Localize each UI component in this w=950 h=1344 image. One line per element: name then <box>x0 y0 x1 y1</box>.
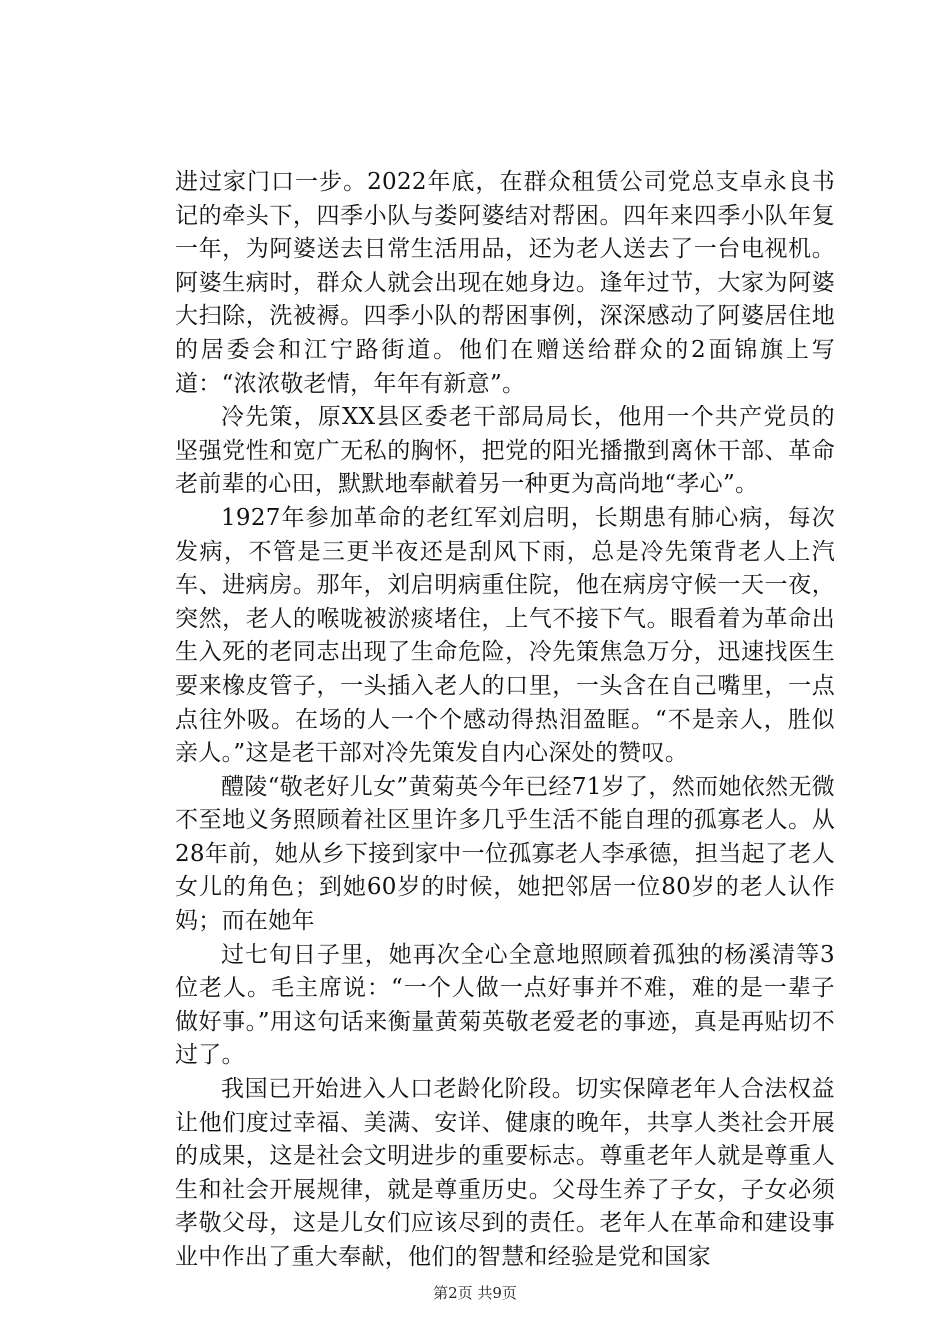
paragraph-1: 进过家门口一步。2022年底，在群众租赁公司党总支卓永良书记的牵头下，四季小队与娄阿婆结对帮困。四年来四季小队年复一年，为阿婆送去日常生活用品，还为老人送去了一台电视机。阿婆生病时，群众人就会出现在她身边。逢年过节，大家为阿婆大扫除，洗被褥。四季小队的帮困事例，深深感动了阿婆居住地的居委会和江宁路街道。他们在赠送给群众的2面锦旗上写道：“浓浓敬老情，年年有新意”。 <box>175 169 835 397</box>
paragraph-6: 我国已开始进入人口老龄化阶段。切实保障老年人合法权益让他们度过幸福、美满、安详、健康的晚年，共享人类社会开展的成果，这是社会文明进步的重要标志。尊重老年人就是尊重人生和社会开展规律，就是尊重历史。父母生养了子女，子女必须孝敬父母，这是儿女们应该尽到的责任。老年人在革命和建设事业中作出了重大奉献，他们的智慧和经验是党和国家 <box>175 1076 835 1270</box>
paragraph-3: 1927年参加革命的老红军刘启明，长期患有肺心病，每次发病，不管是三更半夜还是刮风下雨，总是冷先策背老人上汽车、进病房。那年，刘启明病重住院，他在病房守候一天一夜，突然，老人的喉咙被淤痰堵住，上气不接下气。眼看着为革命出生入死的老同志出现了生命危险，冷先策焦急万分，迅速找医生要来橡皮管子，一头插入老人的口里，一头含在自己嘴里，一点点往外吸。在场的人一个个感动得热泪盈眶。“不是亲人，胜似亲人。”这是老干部对冷先策发自内心深处的赞叹。 <box>175 504 835 767</box>
paragraph-2: 冷先策，原XX县区委老干部局局长，他用一个共产党员的坚强党性和宽广无私的胸怀，把党的阳光播撒到离休干部、革命老前辈的心田，默默地奉献着另一种更为高尚地“孝心”。 <box>175 404 835 498</box>
document-body <box>175 166 835 1275</box>
page-footer: 第2页 共9页 <box>433 1284 517 1302</box>
paragraph-5: 过七旬日子里，她再次全心全意地照顾着孤独的杨溪清等3位老人。毛主席说：“一个人做一点好事并不难，难的是一辈子做好事。”用这句话来衡量黄菊英敬老爱老的事迹，真是再贴切不过了。 <box>175 941 835 1069</box>
paragraph-4: 醴陵“敬老好儿女”黄菊英今年已经71岁了，然而她依然无微不至地义务照顾着社区里许多几乎生活不能自理的孤寡老人。从28年前，她从乡下接到家中一位孤寡老人李承德，担当起了老人女儿的角色；到她60岁的时候，她把邻居一位80岁的老人认作妈；而在她年 <box>175 773 835 935</box>
